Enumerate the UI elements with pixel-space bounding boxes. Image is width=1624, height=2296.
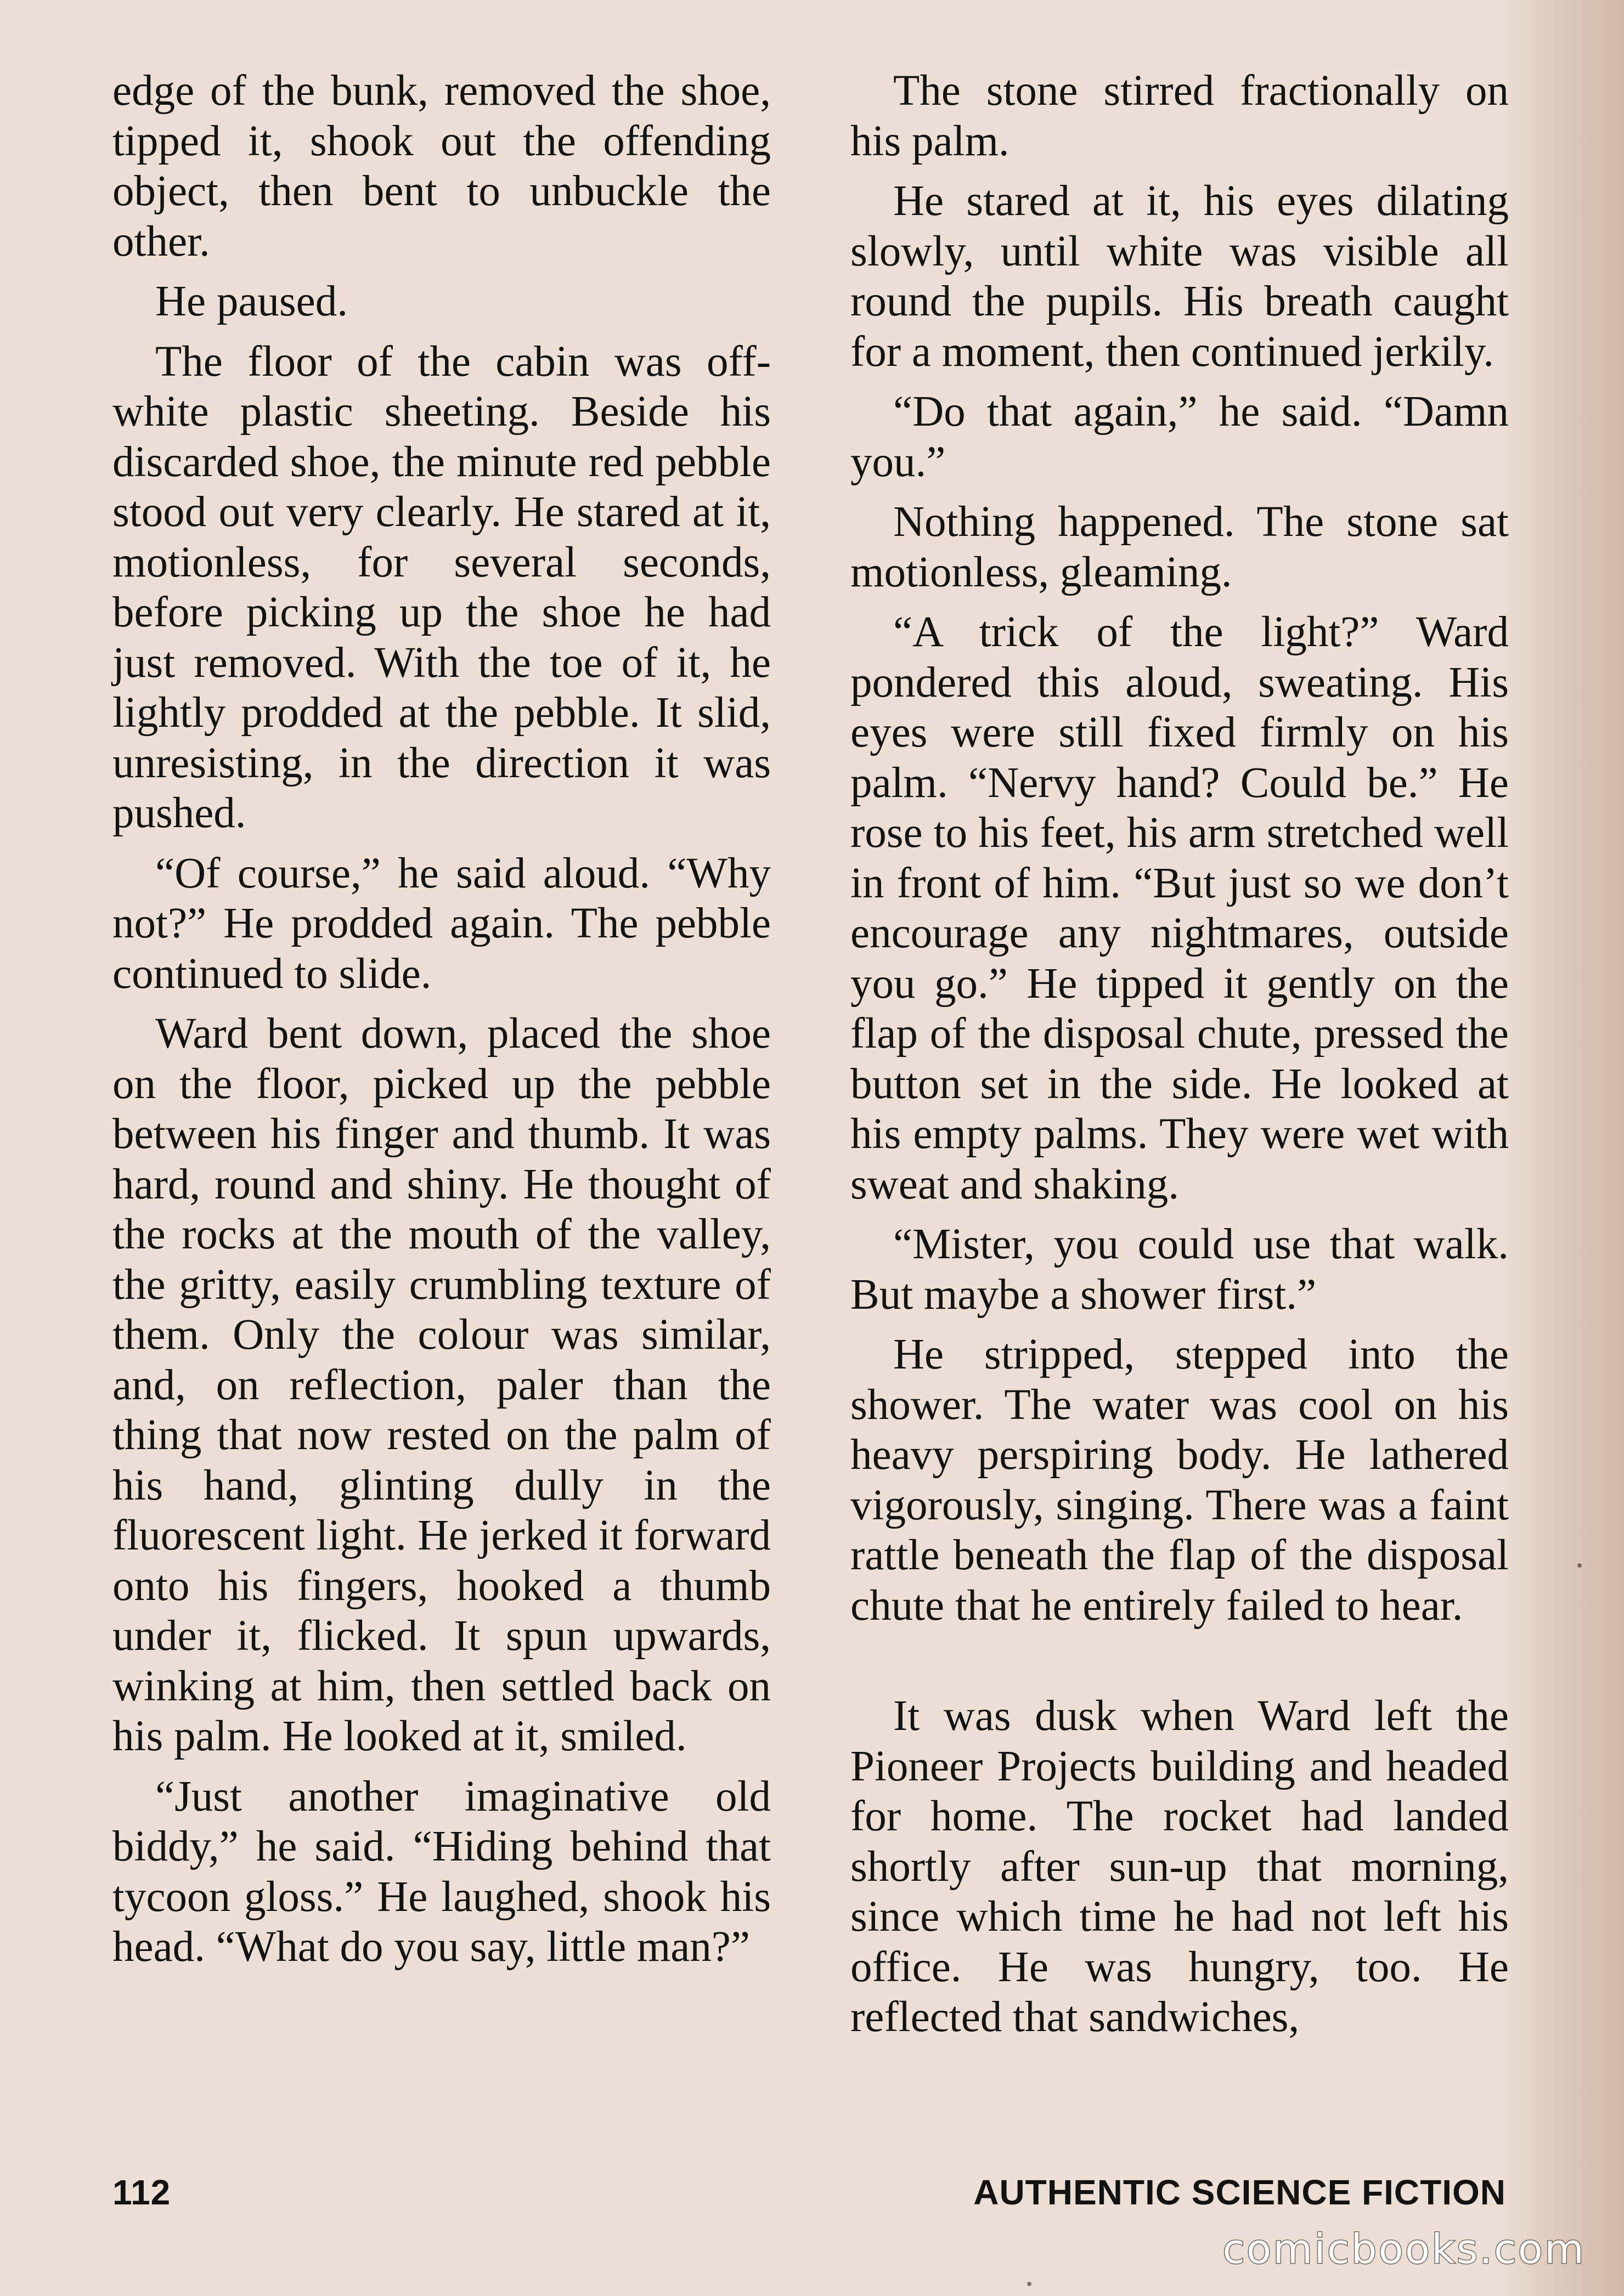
paragraph: “Just another imaginative old biddy,” he said. “Hiding behind that tycoon gloss.” He laughed, shook his head. “What do you say, little man?”	[112, 1772, 771, 1971]
paragraph: “A trick of the light?” Ward pondered this aloud, sweating. His eyes were still fixed firmly on his palm. “Nervy hand? Could be.” He rose to his feet, his arm stretched well in front of him. “But just so we don’t encourage any nightmares, outside you go.” He tipped it gently on the flap of the disposal chute, pressed the button set in the side. He looked at his empty palms. They were wet with sweat and shaking.	[850, 608, 1509, 1208]
paragraph: “Do that again,” he said. “Damn you.”	[850, 388, 1509, 486]
magazine-title: AUTHENTIC SCIENCE FICTION	[973, 2173, 1506, 2212]
paragraph: The floor of the cabin was off-white plastic sheeting. Beside his discarded shoe, the minute red pebble stood out very clearly. He stared at it, motionless, for several seconds, before picking up the shoe he had just removed. With the toe of it, he lightly prodded at the pebble. It slid, unresisting, in the direction it was pushed.	[112, 337, 771, 837]
print-speck	[1577, 1563, 1582, 1568]
paragraph: He stripped, stepped into the shower. The water was cool on his heavy perspiring body. He lathered vigorously, singing. There was a faint rattle beneath the flap of the disposal chute that he entirely failed to hear.	[850, 1331, 1509, 1630]
paragraph: “Of course,” he said aloud. “Why not?” He prodded again. The pebble continued to slide.	[112, 849, 771, 998]
paragraph: Ward bent down, placed the shoe on the floor, picked up the pebble between his finger and thumb. It was hard, round and shiny. He thought of the rocks at the mouth of the valley, the gritty, easily crumbling texture of them. Only the colour was similar, and, on reflection, paler than the thing that now rested on the palm of his hand, glinting dully in the fluorescent light. He jerked it forward onto his fingers, hooked a thumb under it, flicked. It spun upwards, winking at him, then settled back on his palm. He looked at it, smiled.	[112, 1010, 771, 1760]
paragraph: edge of the bunk, removed the shoe, tipped it, shook out the offending object, then bent to unbuckle the other.	[112, 67, 771, 265]
paragraph: Nothing happened. The stone sat motionless, gleaming.	[850, 498, 1509, 596]
paragraph: “Mister, you could use that walk. But maybe a shower first.”	[850, 1220, 1509, 1319]
paragraph: He stared at it, his eyes dilating slowly, until white was visible all round the pupils. His breath caught for a moment, then continued jerkily.	[850, 177, 1509, 376]
print-speck	[1027, 2282, 1031, 2286]
section-break	[850, 1641, 1509, 1691]
right-text-column	[850, 66, 1509, 2052]
paragraph: He paused.	[155, 278, 348, 325]
page-number: 112	[112, 2173, 171, 2212]
site-watermark: comicbooks.com	[1222, 2226, 1586, 2273]
paragraph: The stone stirred fractionally on his palm.	[850, 67, 1509, 165]
left-text-column	[112, 66, 771, 1982]
paragraph: It was dusk when Ward left the Pioneer Projects building and headed for home. The rocket had landed shortly after sun-up that morning, since which time he had not left his office. He was hungry, too. He reflected that sandwiches,	[850, 1692, 1509, 2041]
